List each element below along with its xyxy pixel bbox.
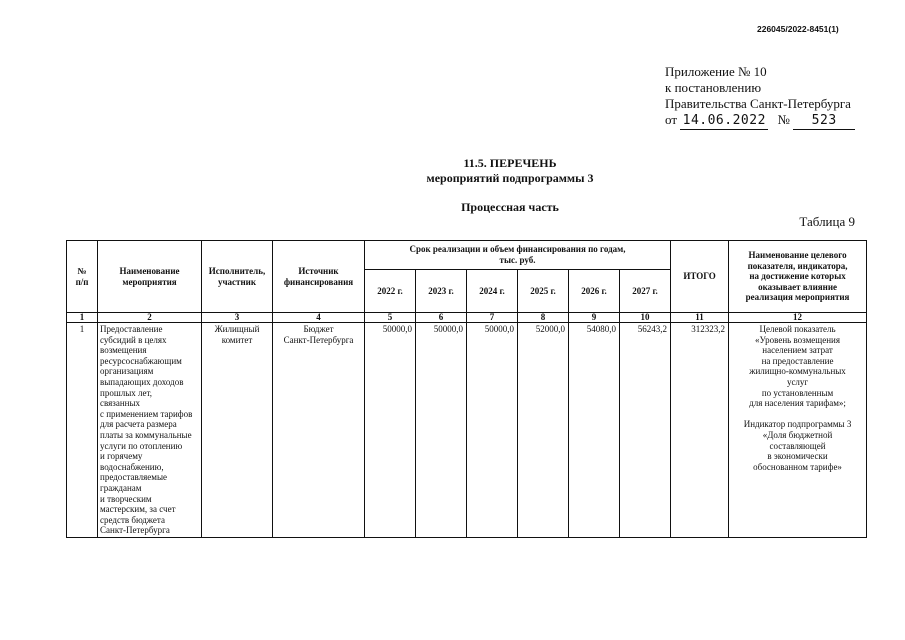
row-num: 1 — [67, 323, 98, 538]
header-year: 2026 г. — [569, 270, 620, 313]
indicator: Целевой показатель «Уровень возмещения населением затрат на предоставление жилищно-коммунальных услуг по установленным для населения тарифам»; Индикатор подпрограммы 3 «Доля бюджетной составляющей в экономически обоснованном тарифе» — [729, 323, 867, 538]
executor: Жилищный комитет — [202, 323, 273, 538]
document-id: 226045/2022-8451(1) — [757, 24, 839, 34]
table-label: Таблица 9 — [799, 214, 855, 229]
list-title: 11.5. ПЕРЕЧЕНЬ — [463, 156, 557, 170]
header-year: 2025 г. — [518, 270, 569, 313]
measures-table — [66, 240, 867, 538]
column-number: 12 — [729, 313, 867, 323]
list-subtitle: мероприятий подпрограммы 3 — [426, 171, 594, 185]
column-number: 2 — [98, 313, 202, 323]
from-label: от — [665, 112, 678, 127]
appendix-date-line — [665, 112, 855, 130]
value-2025: 52000,0 — [518, 323, 569, 538]
column-number: 3 — [202, 313, 273, 323]
header-indicator: Наименование целевого показателя, индикатора, на достижение которых оказывает влияние реализация мероприятия — [729, 241, 867, 313]
funding-source: Бюджет Санкт-Петербурга — [273, 323, 365, 538]
number-label: № — [777, 112, 790, 127]
header-period: Срок реализации и объем финансирования по годам, тыс. руб. — [365, 241, 671, 270]
resolution-date: 14.06.2022 — [680, 113, 768, 130]
column-number: 5 — [365, 313, 416, 323]
value-2027: 56243,2 — [620, 323, 671, 538]
header-source: Источник финансирования — [273, 241, 365, 313]
header-num: № п/п — [67, 241, 98, 313]
appendix-line-1: Приложение № 10 — [665, 64, 767, 79]
value-2026: 54080,0 — [569, 323, 620, 538]
column-number: 9 — [569, 313, 620, 323]
header-year: 2027 г. — [620, 270, 671, 313]
appendix-block — [665, 64, 855, 130]
column-number: 8 — [518, 313, 569, 323]
column-number: 11 — [671, 313, 729, 323]
resolution-number: 523 — [793, 113, 855, 130]
column-number: 1 — [67, 313, 98, 323]
section-title: Процессная часть — [461, 200, 559, 214]
header-executor: Исполнитель, участник — [202, 241, 273, 313]
header-year: 2024 г. — [467, 270, 518, 313]
value-2024: 50000,0 — [467, 323, 518, 538]
measure-name: Предоставление субсидий в целях возмещения ресурсоснабжающим организациям выпадающих доходов прошлых лет, связанных с применением тарифов для расчета размера платы за коммунальные услуги по отоплению и горячему водоснабжению, предоставляемые гражданам и творческим мастерским, за счет средств бюджета Санкт-Петербурга — [98, 323, 202, 538]
value-total: 312323,2 — [671, 323, 729, 538]
value-2023: 50000,0 — [416, 323, 467, 538]
column-number: 4 — [273, 313, 365, 323]
header-year: 2023 г. — [416, 270, 467, 313]
column-number: 6 — [416, 313, 467, 323]
value-2022: 50000,0 — [365, 323, 416, 538]
appendix-line-3: Правительства Санкт-Петербурга — [665, 96, 851, 111]
column-number: 7 — [467, 313, 518, 323]
column-number: 10 — [620, 313, 671, 323]
header-year: 2022 г. — [365, 270, 416, 313]
header-total: ИТОГО — [671, 241, 729, 313]
appendix-line-2: к постановлению — [665, 80, 762, 95]
column-number-row — [67, 313, 867, 323]
header-name: Наименование мероприятия — [98, 241, 202, 313]
table-row — [67, 323, 867, 538]
